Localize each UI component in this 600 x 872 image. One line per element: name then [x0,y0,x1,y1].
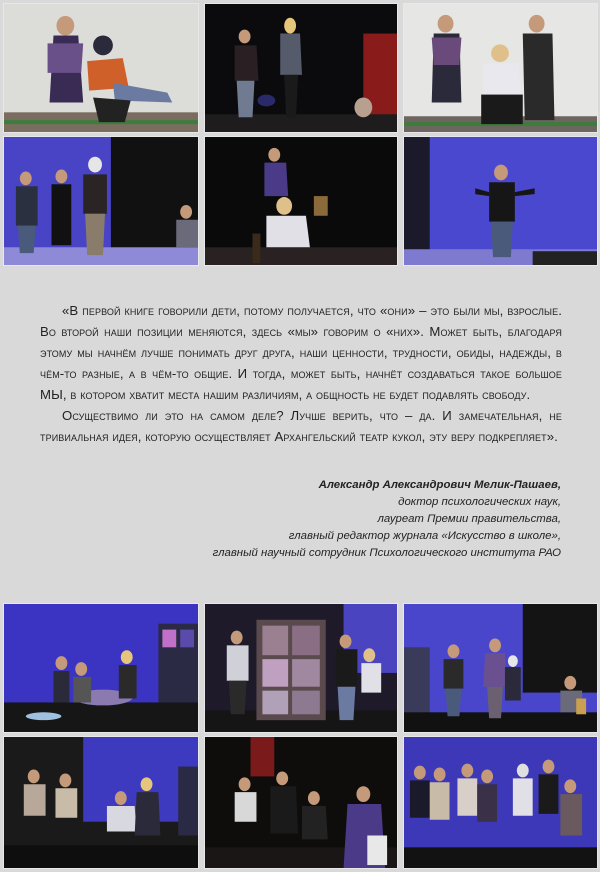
photo-stage-scene-7 [3,603,199,733]
author-credential-3: главный редактор журнала «Искусство в школе», [288,530,561,542]
author-credential-1: доктор психологических наук, [398,496,561,508]
author-credential-4: главный научный сотрудник Психологического института РАО [212,547,561,559]
photo-stage-scene-2 [204,3,398,133]
author-name: Александр Александрович Мелик-Пашаев, [318,479,561,491]
quote-paragraph-2: Осуществимо ли это на самом деле? Лучше верить, что – да. И замечательная, не тривиальная идея, которую осуществляет Архангельский театр кукол, эту веру подкрепляет». [40,408,562,444]
photo-stage-scene-12 [403,736,598,869]
quote-block [40,300,562,447]
photo-stage-scene-4 [3,136,199,266]
photo-stage-scene-1 [3,3,199,133]
quote-paragraph-1: «В первой книге говорили дети, потому получается, что «они» – это были мы, взрослые. Во второй наши позиции меняются, здесь «мы» говорим о «них». Может быть, благодаря этому мы начнём лучше понимать друг друга, наши ценности, трудности, обиды, надежды, в чём-то разные, а в чём-то общие. И тогда, может быть, начнёт создаваться такое большое МЫ, в котором хватит места нашим различиям, а общность не будет подавлять свободу. [40,303,562,402]
photo-stage-scene-10 [3,736,199,869]
photo-stage-scene-6 [403,136,598,266]
photo-stage-scene-5 [204,136,398,266]
author-signature [161,477,561,562]
author-credential-2: лауреат Премии правительства, [377,513,561,525]
photo-stage-scene-3 [403,3,598,133]
photo-stage-scene-11 [204,736,398,869]
photo-stage-scene-8 [204,603,398,733]
photo-stage-scene-9 [403,603,598,733]
